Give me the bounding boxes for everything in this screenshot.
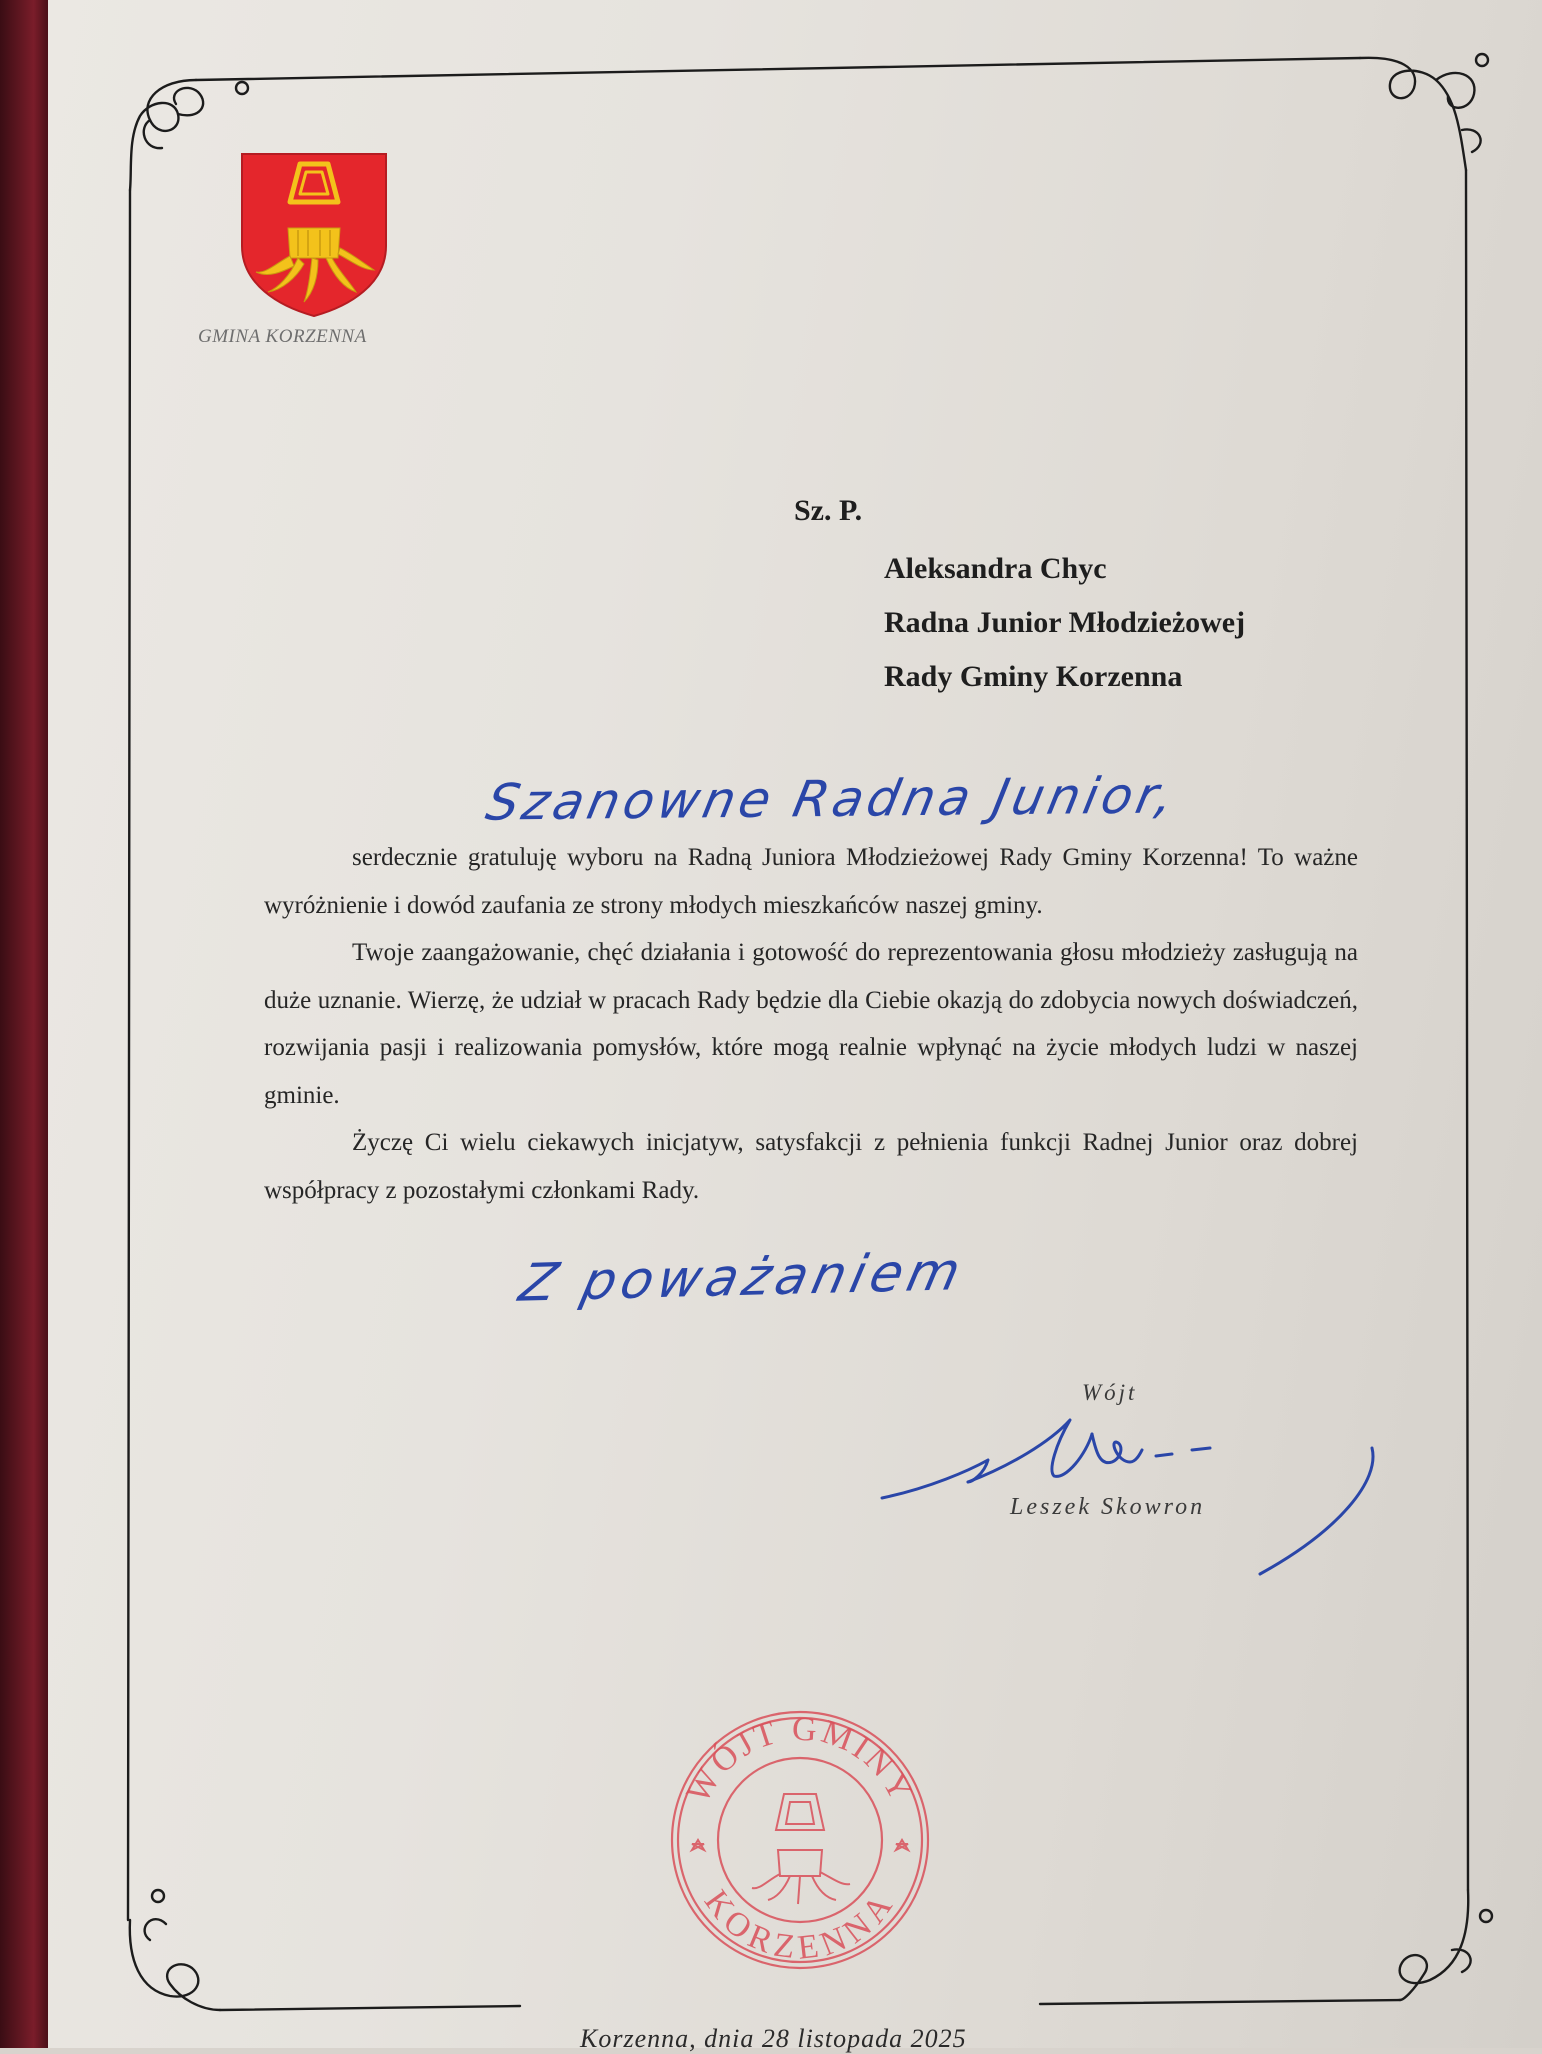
municipality-caption: GMINA KORZENNA xyxy=(198,326,367,347)
place-and-date: Korzenna, dnia 28 listopada 2025 xyxy=(580,2024,967,2053)
signature-block xyxy=(860,1370,1400,1590)
svg-text:KORZENNA xyxy=(697,1884,903,1967)
recipient-role-line1: Radna Junior Młodzieżowej xyxy=(884,606,1246,639)
signatory-title: Wójt xyxy=(1082,1380,1138,1405)
recipient-role-line2: Rady Gminy Korzenna xyxy=(884,660,1183,693)
recipient-name: Aleksandra Chyc xyxy=(884,552,1107,585)
handwritten-greeting: Szanowne Radna Junior, xyxy=(481,766,1183,832)
body-paragraph-3: Życzę Ci wielu ciekawych inicjatyw, satysfakcji z pełnienia funkcji Radnej Junior oraz dobrej współpracy z pozostałymi członkami Rady. xyxy=(264,1129,1358,1204)
binder-cover-edge xyxy=(0,0,48,2048)
body-paragraph-2: Twoje zaangażowanie, chęć działania i gotowość do reprezentowania głosu młodzieży zasługują na duże uznanie. Wierzę, że udział w pracach Rady będzie dla Ciebie okazją do zdobycia nowych doświadczeń, rozwijania pasji i realizowania pomysłów, które mogą realnie wpłynąć na życie młodych ludzi w naszej gminie. xyxy=(264,939,1358,1109)
stamp-bottom-text: KORZENNA xyxy=(696,1883,904,1967)
handwritten-closing: Z poważaniem xyxy=(513,1242,971,1314)
official-stamp-icon xyxy=(660,1700,940,1980)
salutation: Sz. P. xyxy=(794,494,863,527)
signatory-name: Leszek Skowron xyxy=(1010,1494,1206,1520)
body-paragraph-1: serdecznie gratuluję wyboru na Radną Juniora Młodzieżowej Rady Gminy Korzenna! To ważne wyróżnienie i dowód zaufania ze strony młodych mieszkańców naszej gminy. xyxy=(264,844,1358,919)
stamp-top-text: WÓJT GMINY xyxy=(679,1710,921,1810)
coat-of-arms-icon xyxy=(238,150,390,318)
letter-body xyxy=(264,834,1358,1214)
